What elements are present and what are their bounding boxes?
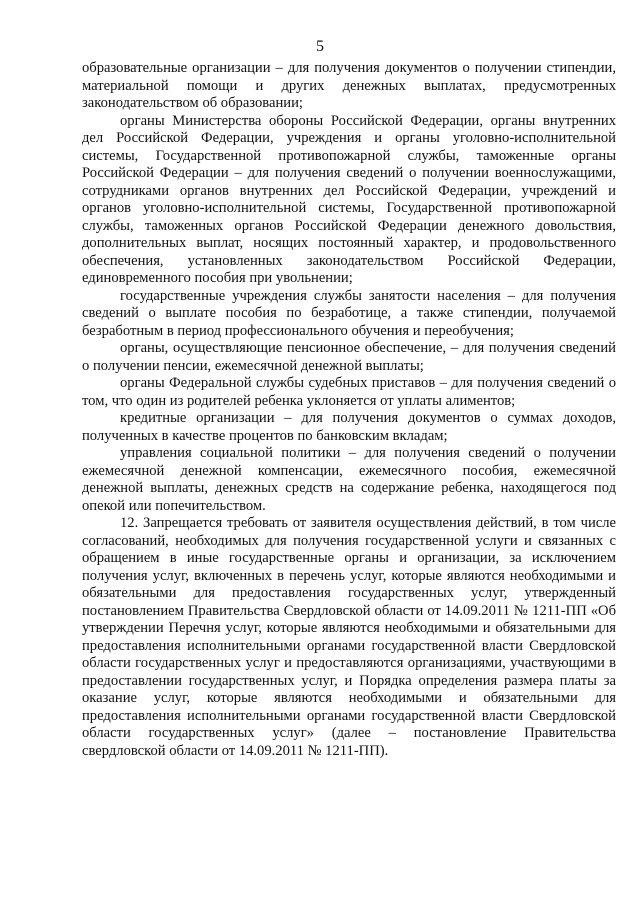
paragraph-defense-ministry-bodies: органы Министерства обороны Российской Федерации, органы внутренних дел Российской Федерации, учреждения и органы уголовно-исполнительной системы, Государственной противопожарной службы, таможенные органы Российской Федерации – для получения сведений о получении военнослужащими, сотрудниками органов внутренних дел Российской Федерации, учреждений и органов уголовно-исполнительной системы, Государственной противопожарной службы, таможенных органов Российской Федерации денежного довольствия, дополнительных выплат, носящих постоянный характер, и продовольственного обеспечения, установленных законодательством Российской Федерации, единовременного пособия при увольнении; xyxy=(82,112,616,286)
paragraph-credit-organizations: кредитные организации – для получения документов о суммах доходов, полученных в качестве процентов по банковским вкладам; xyxy=(82,410,616,444)
page-number: 5 xyxy=(316,38,324,55)
paragraph-pension-bodies: органы, осуществляющие пенсионное обеспечение, – для получения сведений о получении пенсии, ежемесячной денежной выплаты; xyxy=(82,340,616,374)
paragraph-educational-organizations: образовательные организации – для получения документов о получении стипендии, материальной помощи и других денежных выплатах, предусмотренных законодательством об образовании; xyxy=(82,60,616,111)
paragraph-social-policy-departments: управления социальной политики – для получения сведений о получении ежемесячной денежной компенсации, ежемесячного пособия, ежемесячной денежной выплаты, денежных средств на содержание ребенка, находящегося под опекой или попечительством. xyxy=(82,445,616,514)
paragraph-bailiff-service: органы Федеральной службы судебных приставов – для получения сведений о том, что один из родителей ребенка уклоняется от уплаты алиментов; xyxy=(82,375,616,409)
paragraph-employment-services: государственные учреждения службы занятости населения – для получения сведений о выплате пособия по безработице, а также стипендии, получаемой безработным в период профессионального обучения и переобучения; xyxy=(82,287,616,339)
document-body xyxy=(82,60,616,760)
paragraph-item-12: 12. Запрещается требовать от заявителя осуществления действий, в том числе согласований, необходимых для получения государственной услуги и связанных с обращением в иные государственные органы и организации, за исключением получения услуг, включенных в перечень услуг, которые являются необходимыми и обязательными для предоставления государственных услуг, утвержденный постановлением Правительства Свердловской области от 14.09.2011 № 1211-ПП «Об утверждении Перечня услуг, которые являются необходимыми и обязательными для предоставления исполнительными органами государственной власти Свердловской области государственных услуг и предоставляются организациями, участвующими в предоставлении государственных услуг, и Порядка определения размера платы за оказание услуг, которые являются необходимыми и обязательными для предоставления исполнительными органами государственной власти Свердловской области государственных услуг» (далее – постановление Правительства свердловской области от 14.09.2011 № 1211-ПП). xyxy=(82,515,616,759)
